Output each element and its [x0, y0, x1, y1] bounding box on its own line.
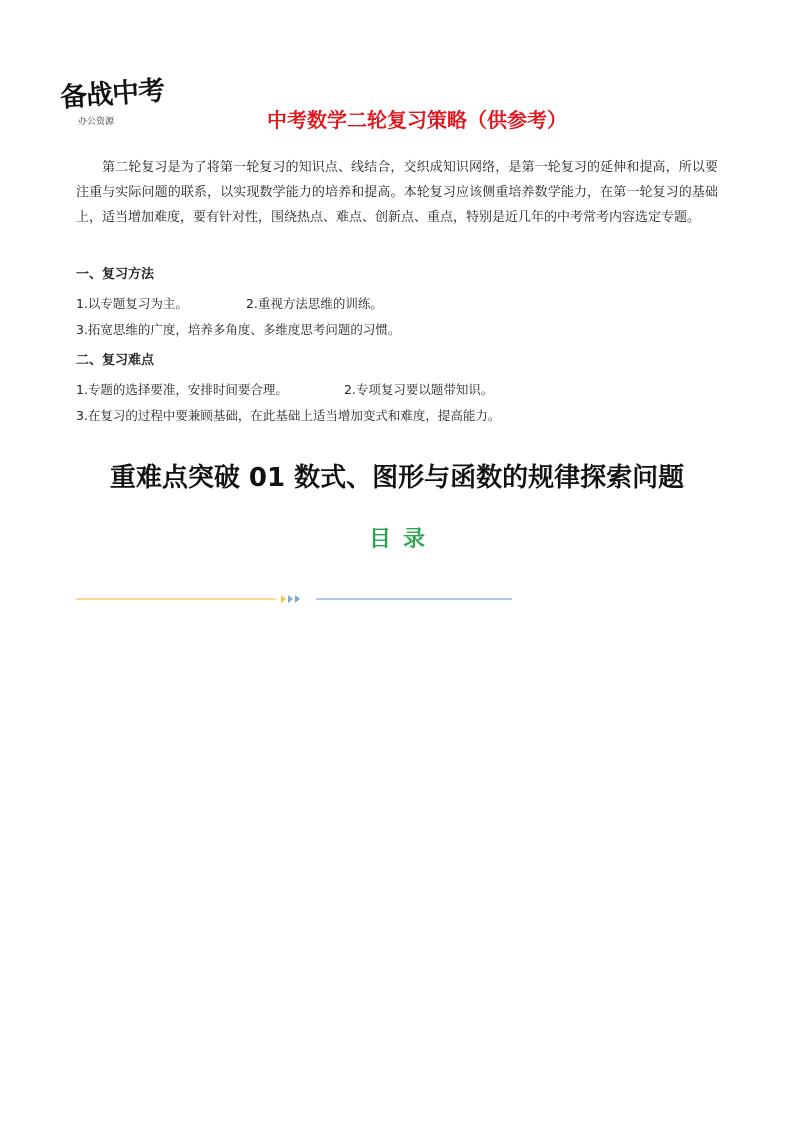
toc-heading: 目录: [368, 527, 437, 552]
section2-item3: 3.在复习的过程中要兼顾基础，在此基础上适当增加变式和难度，提高能力。: [76, 408, 501, 423]
logo-text: 备战中考: [59, 75, 166, 114]
section1-row1: [76, 294, 383, 312]
divider-arrow-3: [295, 595, 300, 603]
section2-row1: [76, 380, 493, 398]
section2-heading: 二、复习难点: [76, 353, 155, 368]
section1-heading: 一、复习方法: [76, 267, 155, 282]
section1-item2: 2.重视方法思维的训练。: [245, 296, 383, 311]
divider-arrow-2: [288, 595, 293, 603]
section1-item3: 3.拓宽思维的广度，培养多角度、多维度思考问题的习惯。: [76, 322, 401, 337]
divider-line: [76, 592, 516, 606]
divider-arrow-1: [281, 595, 286, 603]
main-title: 重难点突破 01 数式、图形与函数的规律探索问题: [109, 463, 685, 493]
intro-paragraph: 第二轮复习是为了将第一轮复习的知识点、线结合，交织成知识网络，是第一轮复习的延伸和提高，所以要注重与实际问题的联系，以实现数学能力的培养和提高。本轮复习应该侧重培养数学能力，在第一轮复习的基础上，适当增加难度，要有针对性，围绕热点、难点、创新点、重点，特别是近几年的中考常考内容选定专题。: [76, 160, 718, 225]
logo-subtext: 办公资源: [78, 117, 115, 127]
section2-item1: 1.专题的选择要准，安排时间要合理。: [76, 382, 288, 397]
section1-item1: 1.以专题复习为主。: [76, 296, 188, 311]
document-title: 中考数学二轮复习策略（供参考）: [267, 108, 567, 132]
divider-arrows: [281, 595, 300, 603]
section2-item2: 2.专项复习要以题带知识。: [343, 382, 494, 397]
